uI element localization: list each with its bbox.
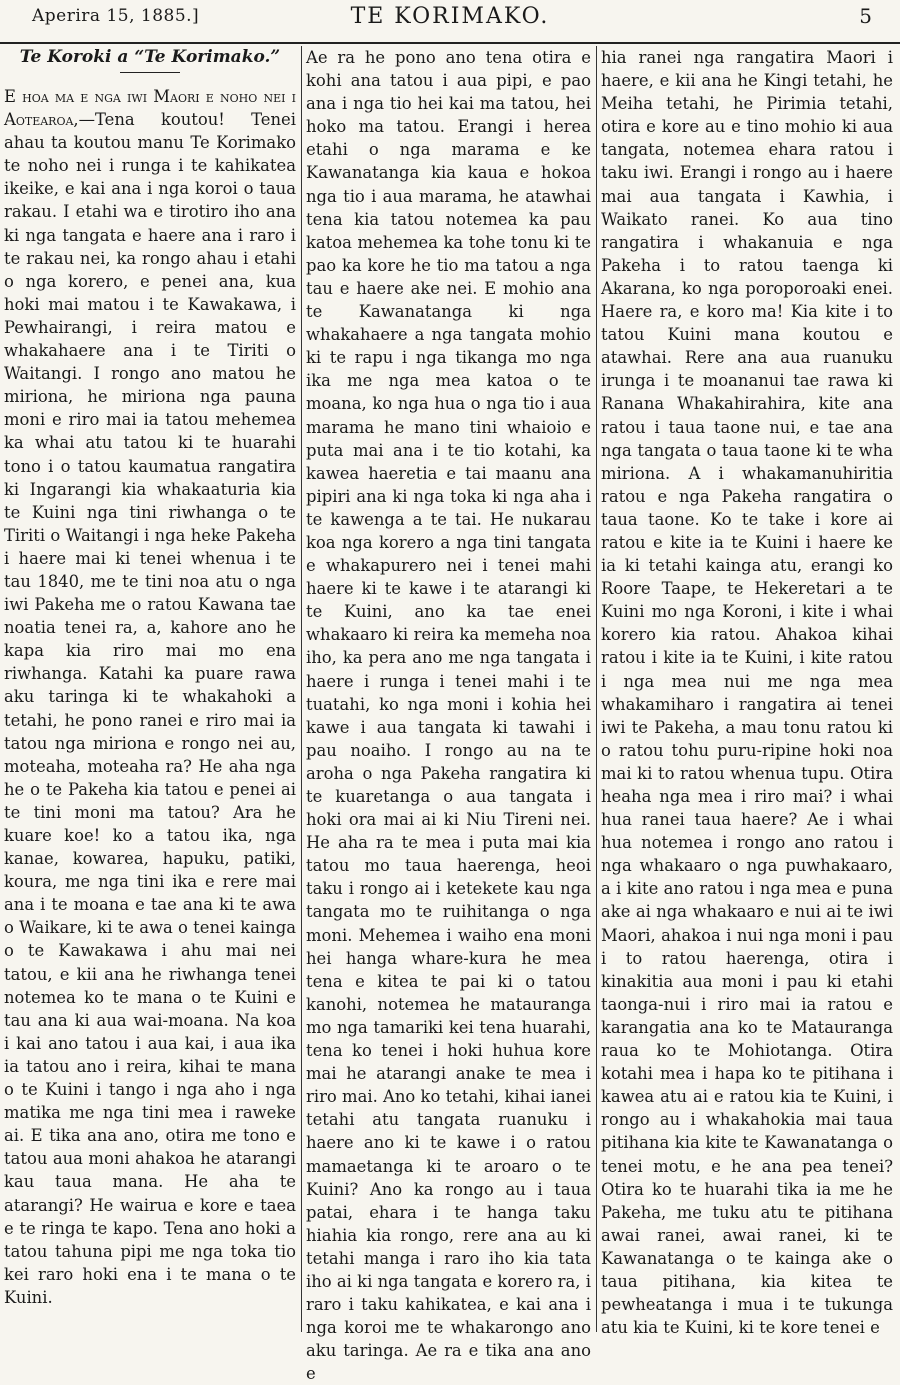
article-text-col3: hia ranei nga rangatira Maori i haere, e kii ana he Kingi tetahi, he Meiha tetahi, he Pirimia tetahi, otira e kore au e tino mohio ki aua tangata, notemea ehara ratou i taku iwi. Erangi i rongo au i haere mai aua tangata i Kawhia, i Waikato ranei. Ko aua tino rangatira i whakanuia e nga Pakeha i to ratou taenga ki Akarana, ko nga poroporoaki enei. Haere ra, e koro ma! Kia kite i to tatou Kuini mana koutou e atawhai. Rere ana aua ruanuku irunga i te moananui tae rawa ki Ranana Whakahirahira, kite ana ratou i taua taone nui, e tae ana nga tangata o taua taone ki te wha miriona. A i whakamanuhiritia ratou e nga Pakeha rangatira o taua taone. Ko te take i kore ai ratou e kite ia te Kuini i haere ke ia ki tetahi kainga atu, erangi ko Roore Taape, te Hekeretari a te Kuini mo nga Koroni, i kite i whai korero kia ratou. Ahakoa kihai ratou i kite ia te Kuini, i kite ratou i nga mea nui me nga mea whakamiharo i rangatira ai tenei iwi te Pakeha, a mau tonu ratou ki o ratou tohu puru-ripine hoki noa mai ki to ratou whenua tupu. Otira heaha nga mea i riro mai? i whai hua ranei taua haere? Ae i whai hua notemea i rongo ano ratou i nga whakaaro o nga puwhakaaro, a i kite ano ratou i nga mea e puna ake ai nga whakaaro e nui ai te iwi Maori, ahakoa i nui nga moni i pau i to ratou haerenga, otira i kinakitia aua moni i pau ki etahi taonga-nui i riro mai ia ratou e karangatia ana ko te Matauranga raua ko te Mohiotanga. Otira kotahi mea i hapa ko te pitihana i kawea atu ai e ratou kia te Kuini, i rongo au i whakahokia mai taua pitihana kia kite te Kawanatanga o tenei motu, e he ana pea tenei? Otira ko te huarahi tika ia me he Pakeha, me tuku atu te pitihana awai ranei, awai ranei, ki te Kawanatanga o te kainga ake o taua pitihana, kia kitea te pewheatanga i mua i te tukunga atu kia te Kuini, ki te kore tenei e — [601, 48, 893, 1338]
article-text-col2: Ae ra he pono ano tena otira e kohi ana tatou i aua pipi, e pao ana i nga tio hei kai ma tatou, hei hoko ma tatou. Erangi i herea etahi o nga marama e ke Kawanatanga kia kaua e hokoa nga tio i aua marama, he atawhai tena kia tatou notemea ka pau katoa mehemea ka tohe tonu ki te pao ka kore he tio ma tatou a nga tau e haere ake nei. E mohio ana te Kawanatanga ki nga whakahaere a nga tangata mohio ki te rapu i nga tikanga mo nga ika me nga mea katoa o te moana, ko nga hua o nga tio i aua marama he mano tini whaioio e puta mai ana i te tio kotahi, ka kawea haeretia e tai maanu ana pipiri ana ki nga toka ki nga aha i te kawenga a te tai. He nukarau koa nga korero a nga tini tangata e whakapurero nei i tenei mahi haere ki te kawe i te atarangi ki te Kuini, ano ka tae enei whakaaro ki reira ka memeha noa iho, ka pera ano me nga tangata i haere i runga i tenei mahi i te tuatahi, ko nga moni i kohia hei kawe i aua tangata ki tawahi i pau noaiho. I rongo au na te aroha o nga Pakeha rangatira ki te kuaretanga o aua tangata i hoki ora mai ai ki Niu Tireni nei. He aha ra te mea i puta mai kia tatou mo taua haerenga, heoi taku i rongo ai i ketekete kau nga tangata mo te ruihitanga o nga moni. Mehemea i waiho ena moni hei hanga whare-kura he mea tena e kitea te pai ki o tatou kanohi, notemea he matauranga mo nga tamariki kei tena huarahi, tena ko tenei i hoki huhua kore mai he atarangi anake te mea i riro mai. Ano ko tetahi, kihai ianei tetahi atu tangata ruanuku i haere ano ki te kawe i o ratou mamaetanga ki te aroaro o te Kuini? Ano ka rongo au i taua patai, ehara i te hanga taku hiahia kia rongo, rere ana au ki tetahi manga i raro iho kia tata iho ai ki nga tangata e korero ra, i raro i taku kahikatea, e kai ana i nga koroi me te whakarongo ano aku taringa. Ae ra e tika ana ano e — [306, 48, 591, 1384]
newspaper-title: TE KORIMAKO. — [350, 4, 550, 29]
article-salutation: E hoa ma e nga iwi Maori e noho nei i Aotearoa, — [4, 87, 296, 130]
column-1 — [4, 46, 296, 1332]
heading-rule — [120, 72, 180, 73]
masthead — [0, 0, 900, 44]
column-2 — [306, 46, 591, 1384]
column-divider — [301, 46, 302, 1332]
issue-date: Aperira 15, 1885.] — [32, 6, 200, 26]
article-heading: Te Koroki a “Te Korimako.” — [19, 47, 281, 67]
page-number: 5 — [859, 4, 872, 28]
article-body-col1 — [4, 85, 296, 1309]
column-divider — [596, 46, 597, 1332]
article-text-col1: —Tena koutou! Tenei ahau ta koutou manu Te Korimako te noho nei i runga i te kahikatea ikeike, e kai ana i nga koroi o taua rakau. I etahi wa e tirotiro iho ana ki nga tangata e haere ana i raro i te rakau nei, ka rongo ahau i etahi o nga korero, e penei ana, kua hoki mai matou i te Kawakawa, i Pewhairangi, i reira matou e whakahaere ana i te Tiriti o Waitangi. I rongo ano matou he miriona, he miriona nga pauna moni e riro mai ia tatou mehemea ka whai atu tatou ki te huarahi tono i o tatou kaumatua rangatira ki Ingarangi kia whakaaturia kia te Kuini nga tini riwhanga o te Tiriti o Waitangi i nga heke Pakeha i haere mai ki tenei whenua i te tau 1840, me te tini noa atu o nga iwi Pakeha me o ratou Kawana tae noatia tenei ra, a, kahore ano he kapa kia riro mai mo ena riwhanga. Katahi ka puare rawa aku taringa ki te whakahoki a tetahi, he pono ranei e riro mai ia tatou nga miriona e rongo nei au, moteaha, moteaha ra? He aha nga he o te Pakeha kia tatou e penei ai te tini moni ma tatou? Ara he kuare koe! ko a tatou ika, nga kanae, kowarea, hapuku, patiki, koura, me nga tini ika e rere mai ana i te moana e tae ana ki te awa o Waikare, ki te awa o tenei kainga o te Kawakawa i ahu mai nei tatou, e kii ana he riwhanga tenei notemea ko te mana o te Kuini e tau ana ki aua wai-moana. Na koa i kai ano tatou i aua kai, i aua ika ia tatou ano i reira, kihai te mana o te Kuini i tango i nga aho i nga matika me nga tini mea i raweke ai. E tika ana ano, otira me tono e tatou aua moni ahakoa he atarangi kau taua mana. He aha te atarangi? He wairua e kore e taea e te ringa te kapo. Tena ano hoki a tatou tahuna pipi me nga toka tio kei raro hoki ena i te mana o te Kuini. — [4, 110, 296, 1307]
column-3 — [601, 46, 893, 1338]
